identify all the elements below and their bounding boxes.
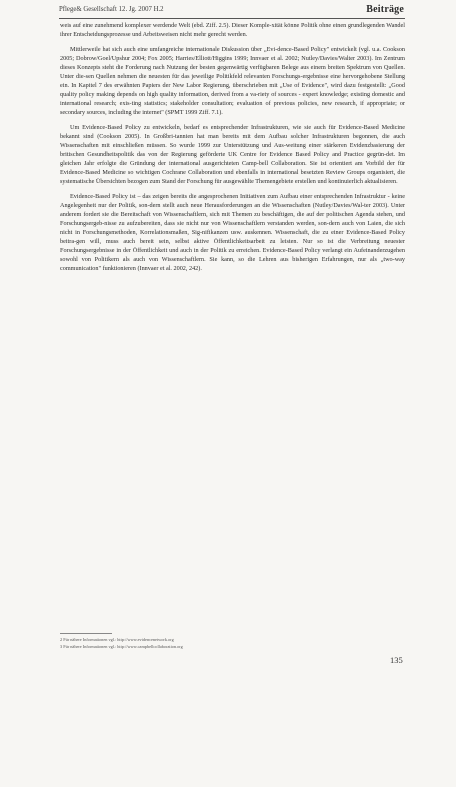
journal-citation: Pflege& Gesellschaft 12. Jg. 2007 H.2 [59, 6, 164, 13]
paragraph-science-challenges: Evidence-Based Policy ist – das zeigen bereits die angesprochenen Initiativen zum Aufbau einer entsprechenden Infrastruktur - keine Angelegenheit nur der Politik, son-dern stellt auch neue Herausforderungen an die Wissenschaften (Nutley/Davies/Wal-ter 2003). Unter anderem fordert sie die Bereitschaft von Wissenschaftlern, sich mit Themen zu beschäftigen, die auf der politischen Agenda stehen, und Forschungsergeb-nisse zu aufzubereiten, dass sie nicht nur von Wissenschaftlern verstanden werden, son-dern auch von Laien, die sich nicht in Forschungsmethoden, Korrelationsmaßen, Sig-nifikanzen usw. auskennen. Wissenschaft, die zu einer Evidence-Based Policy beitra-gen will, muss auch bereit sein, selbst aktive Öffentlichkeitsarbeit zu leisten. Nur so ist die Verbreitung neuester Forschungsergebnisse in der Öffentlichkeit und auch in der Politik zu erreichen. Evidence-Based Policy verlangt ein Aufeinanderzugehen sowohl von Politikern als auch von Wissenschaftlern. Sie kann, so die Lehren aus bisherigen Erfahrungen, nur als „two-way communication" funktionieren (Innvaer et al. 2002, 242). [60, 193, 405, 272]
running-header [59, 4, 404, 17]
header-rule [59, 18, 405, 19]
section-title: Beiträge [366, 4, 404, 15]
paragraph-infrastructure: Um Evidence-Based Policy zu entwickeln, bedarf es entsprechender Infrastrukturen, wie sie auch für Evidence-Based Medicine bekannt sind (Cookson 2005). In Großbri-tannien hat man bereits mit dem Aufbau solcher Infrastrukturen begonnen, die auch Wissenschaften mit einschließen müssen. So wurde 1999 zur Unterstützung und Aus-weitung einer stärkeren Evidenzbasierung der britischen Gesundheitspolitik das von der Regierung geförderte UK Centre for Evidence Based Policy and Practice gegrün-det. Im gleichen Jahr erfolgte die Gründung der international ausgerichteten Camp-bell Collaboration. Sie ist orientiert am Vorbild der für Evidence-Based Medicine so wichtigen Cochrane Collaboration und ebenfalls in international besetzten Review Groups organisiert, die systematische Übersichten bezogen zum Stand der Forschung für ausgewählte Themengebiete erstellen und kontinuierlich aktualisieren. [60, 124, 405, 185]
paragraph-continuation: weis auf eine zunehmend komplexer werdende Welt (ebd. Ziff. 2.5). Dieser Komple-xität könne Politik ohne einen grundlegenden Wandel ihrer Entscheidungsprozesse und Arbeitsweisen nicht mehr gerecht werden. [60, 22, 405, 38]
footnote-2: 2 Für nähere Informationen vgl.: http://www.evidencenetwork.org [60, 637, 174, 642]
footnote-rule [60, 633, 112, 634]
paragraph-evidence-based-policy: Mittlerweile hat sich auch eine umfangreiche internationale Diskussion über „Evi-dence-Based Policy" entwickelt (vgl. u.a. Cookson 2005; Dobrow/Goel/Upshur 2004; Fox 2005; Harries/Elliott/Higgins 1999; Innvaer et al. 2002; Nutley/Davies/Walter 2003). Im Zentrum dieses Konzepts steht die Forderung nach Nutzung der besten gegenwärtig verfügbaren Belege aus einem breiten Spektrum von Quellen. Unter die-sen Quellen nehmen die neuesten für das jeweilige Politikfeld relevanten Forschungs-ergebnisse eine hervorgehobene Stellung ein. In Kapitel 7 des erwähnten Papiers der New Labor Regierung, überschrieben mit „Use of Evidence", wird dazu festgestellt: „Good quality policy making depends on high quality information, derived from a va-riety of sources - expert knowledge; existing domestic and international research; exis-ting statistics; stakeholder consultation; evaluation of previous policies, new research, if appropriate; or secondary sources, including the internet" (SPMT 1999 Ziff. 7.1). [60, 46, 405, 116]
footnotes [60, 636, 380, 650]
footnote-3: 3 Für nähere Informationen vgl.: http://www.campbellcollaboration.org [60, 644, 183, 649]
body-text [60, 21, 405, 279]
page-number: 135 [390, 655, 403, 665]
